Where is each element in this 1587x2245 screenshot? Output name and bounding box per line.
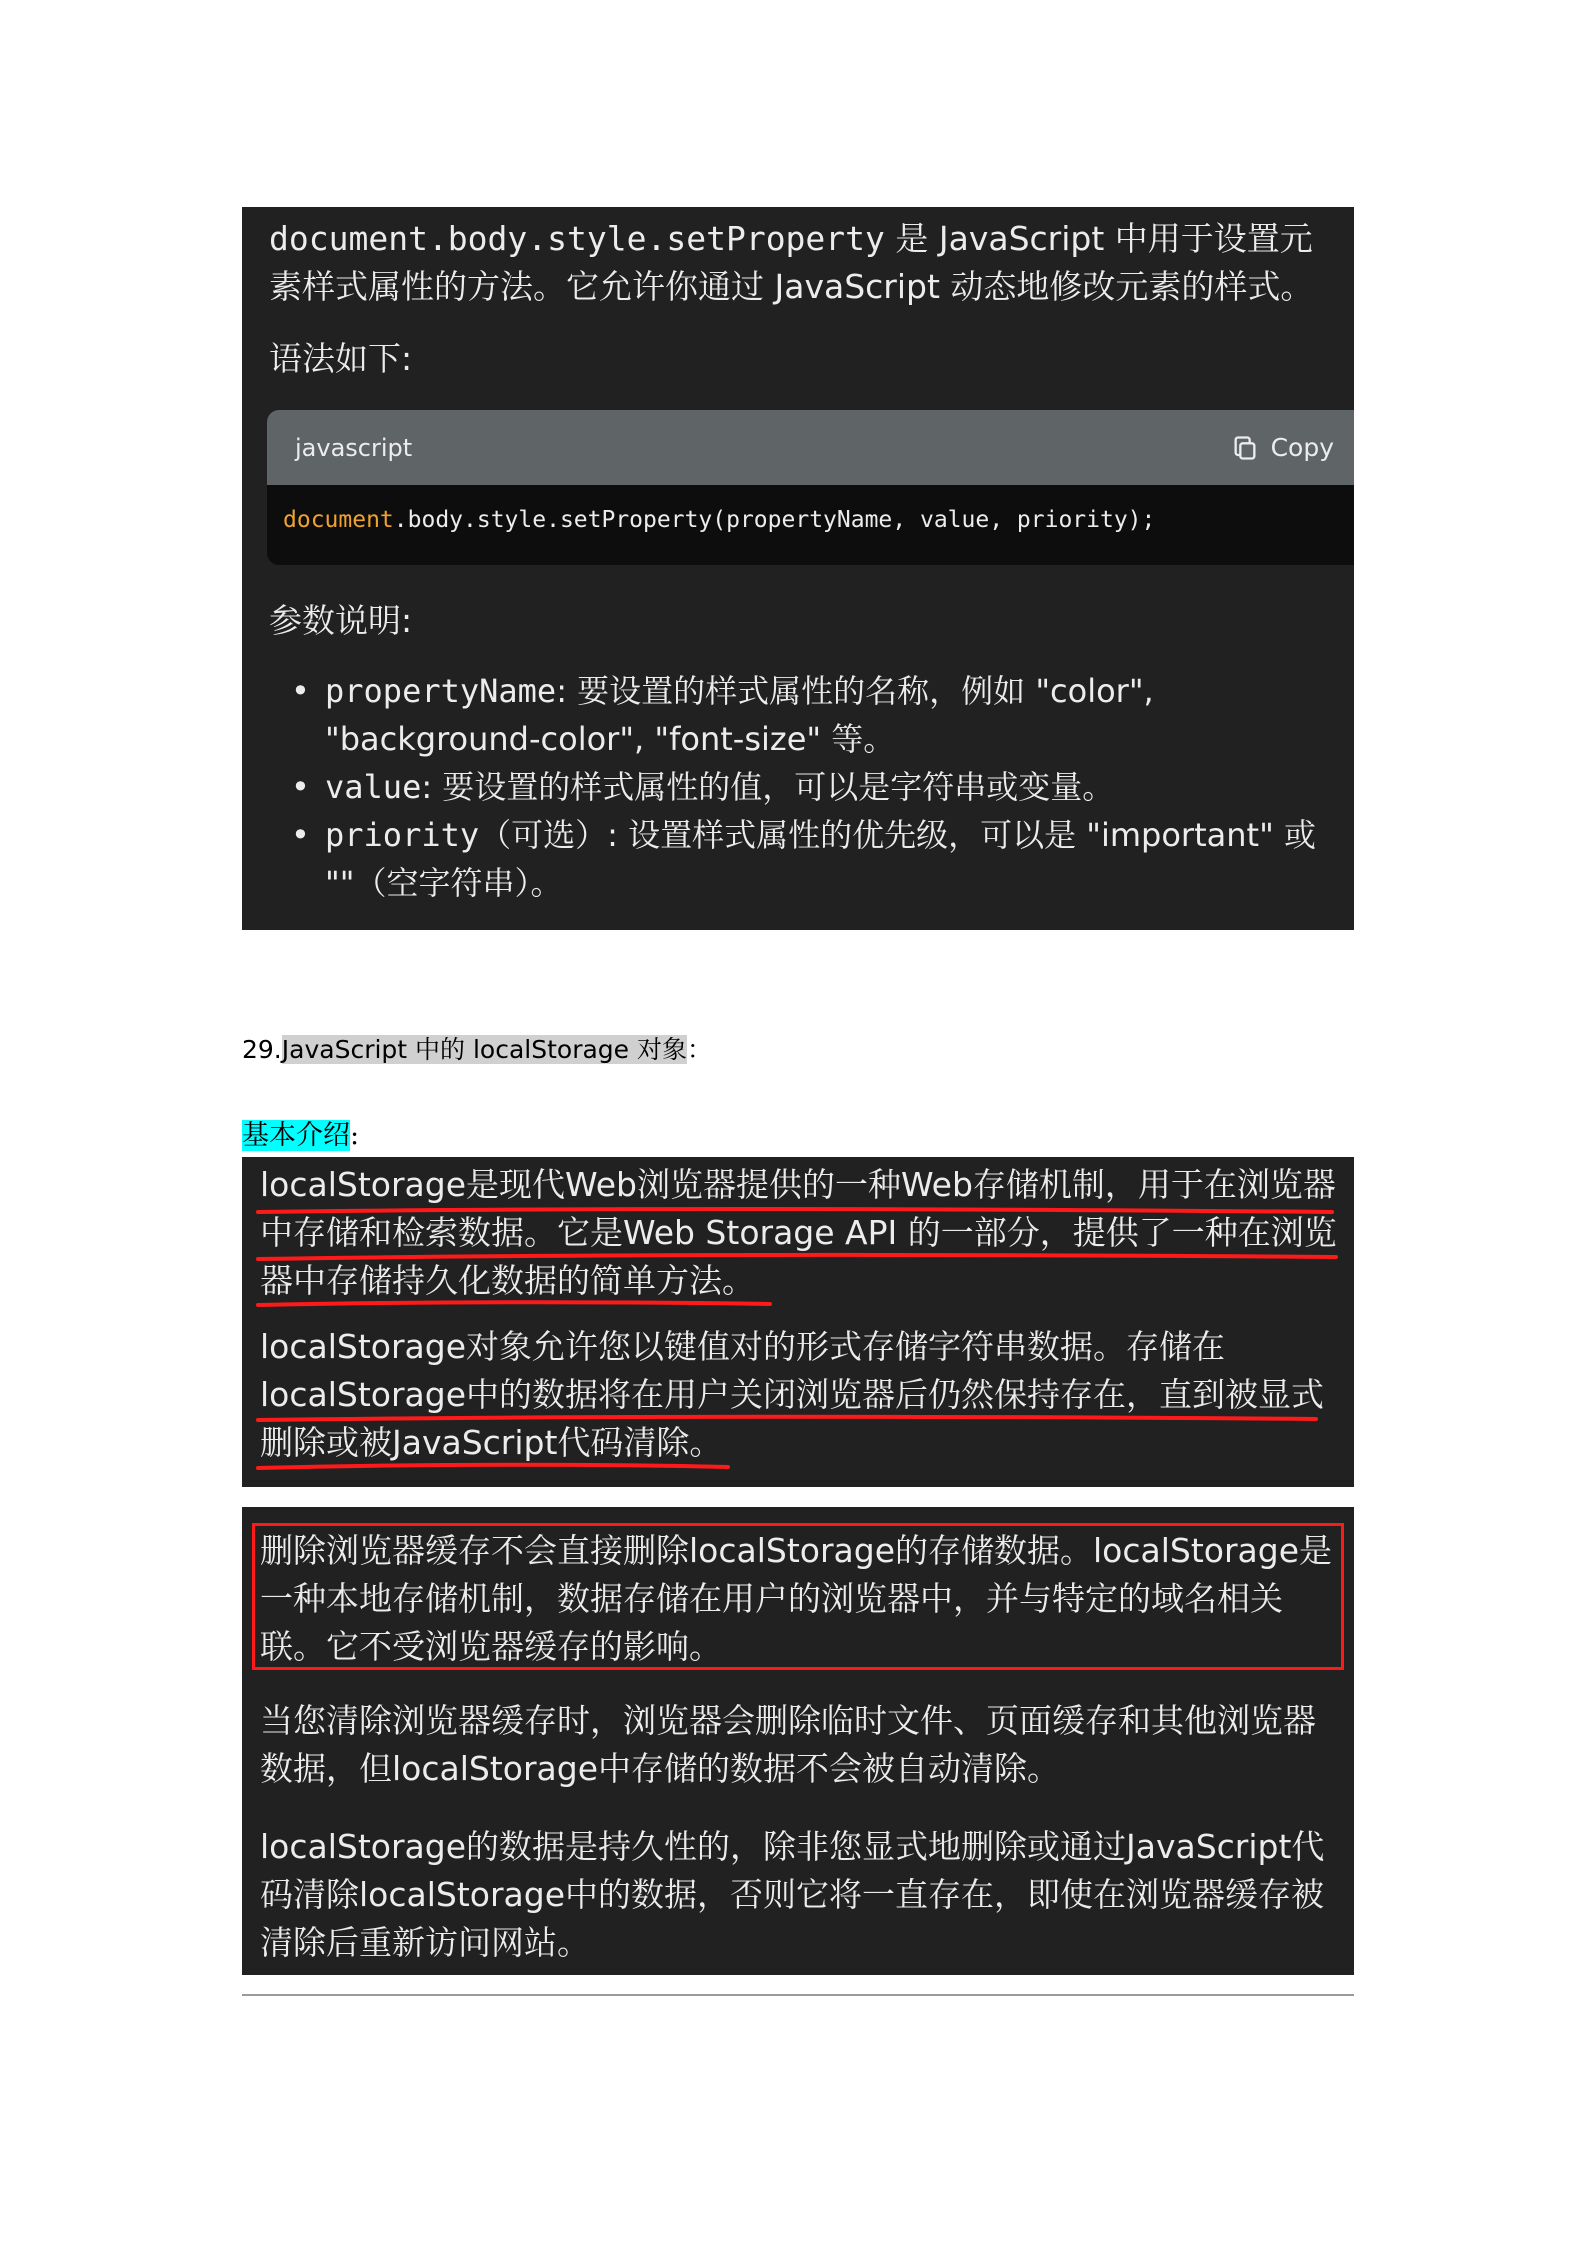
setproperty-intro [269, 215, 1339, 311]
param-text: （可选）: 设置样式属性的优先级，可以是 "important" 或 ""（空字符串）。 [325, 816, 1316, 902]
param-text: : 要设置的样式属性的名称，例如 "color", "background-color", "font-size" 等。 [325, 672, 1154, 758]
intro-paragraph-2: localStorage对象允许您以键值对的形式存储字符串数据。存储在localStorage中的数据将在用户关闭浏览器后仍然保持存在，直到被显式删除或被JavaScript代码清除。 [260, 1327, 1325, 1462]
copy-button[interactable] [1231, 433, 1334, 462]
copy-icon [1231, 434, 1259, 462]
param-name: value [325, 768, 422, 806]
param-name: propertyName [325, 672, 557, 710]
section-title: JavaScript 中的 localStorage 对象 [281, 1035, 687, 1064]
syntax-label: 语法如下: [269, 339, 413, 378]
param-item [269, 763, 1329, 811]
section-colon: ： [687, 1035, 713, 1064]
code-keyword: document [283, 507, 394, 533]
copy-label: Copy [1270, 433, 1334, 462]
intro-label-colon: : [350, 1120, 360, 1151]
cache-paragraph-1: 删除浏览器缓存不会直接删除localStorage的存储数据。localStorage是一种本地存储机制，数据存储在用户的浏览器中，并与特定的域名相关联。它不受浏览器缓存的影响。 [260, 1531, 1333, 1666]
param-text: : 要设置的样式属性的值，可以是字符串或变量。 [421, 768, 1115, 806]
code-language: javascript [295, 433, 413, 462]
code-block [267, 410, 1354, 565]
intro-code: document.body.style.setProperty [269, 219, 885, 258]
intro-text: 是 JavaScript 中用于设置元素样式属性的方法。它允许你通过 JavaScript 动态地修改元素的样式。 [269, 219, 1314, 306]
section-heading [242, 1030, 712, 1066]
code-rest: .body.style.setProperty(propertyName, value, priority); [393, 507, 1156, 533]
code-line [267, 485, 1354, 533]
cache-panel [242, 1507, 1354, 1975]
cache-paragraph-2: 当您清除浏览器缓存时，浏览器会删除临时文件、页面缓存和其他浏览器数据，但localStorage中存储的数据不会被自动清除。 [260, 1701, 1316, 1788]
param-name: priority [325, 816, 480, 854]
param-item [269, 811, 1329, 907]
params-label: 参数说明: [269, 601, 413, 640]
horizontal-rule [242, 1994, 1354, 1996]
intro-paragraph-1: localStorage是现代Web浏览器提供的一种Web存储机制，用于在浏览器中存储和检索数据。它是Web Storage API 的一部分，提供了一种在浏览器中存储持久化数据的简单方法。 [260, 1165, 1337, 1300]
intro-label [242, 1113, 359, 1152]
cache-paragraph-3: localStorage的数据是持久性的，除非您显式地删除或通过JavaScript代码清除localStorage中的数据，否则它将一直存在，即使在浏览器缓存被清除后重新访问网站。 [260, 1827, 1325, 1962]
setproperty-panel [242, 207, 1354, 930]
param-item [269, 667, 1329, 763]
params-list [269, 667, 1329, 907]
localstorage-intro-panel [242, 1157, 1354, 1487]
intro-label-text: 基本介绍 [242, 1120, 350, 1151]
code-header [267, 410, 1354, 485]
section-number: 29. [242, 1035, 282, 1064]
